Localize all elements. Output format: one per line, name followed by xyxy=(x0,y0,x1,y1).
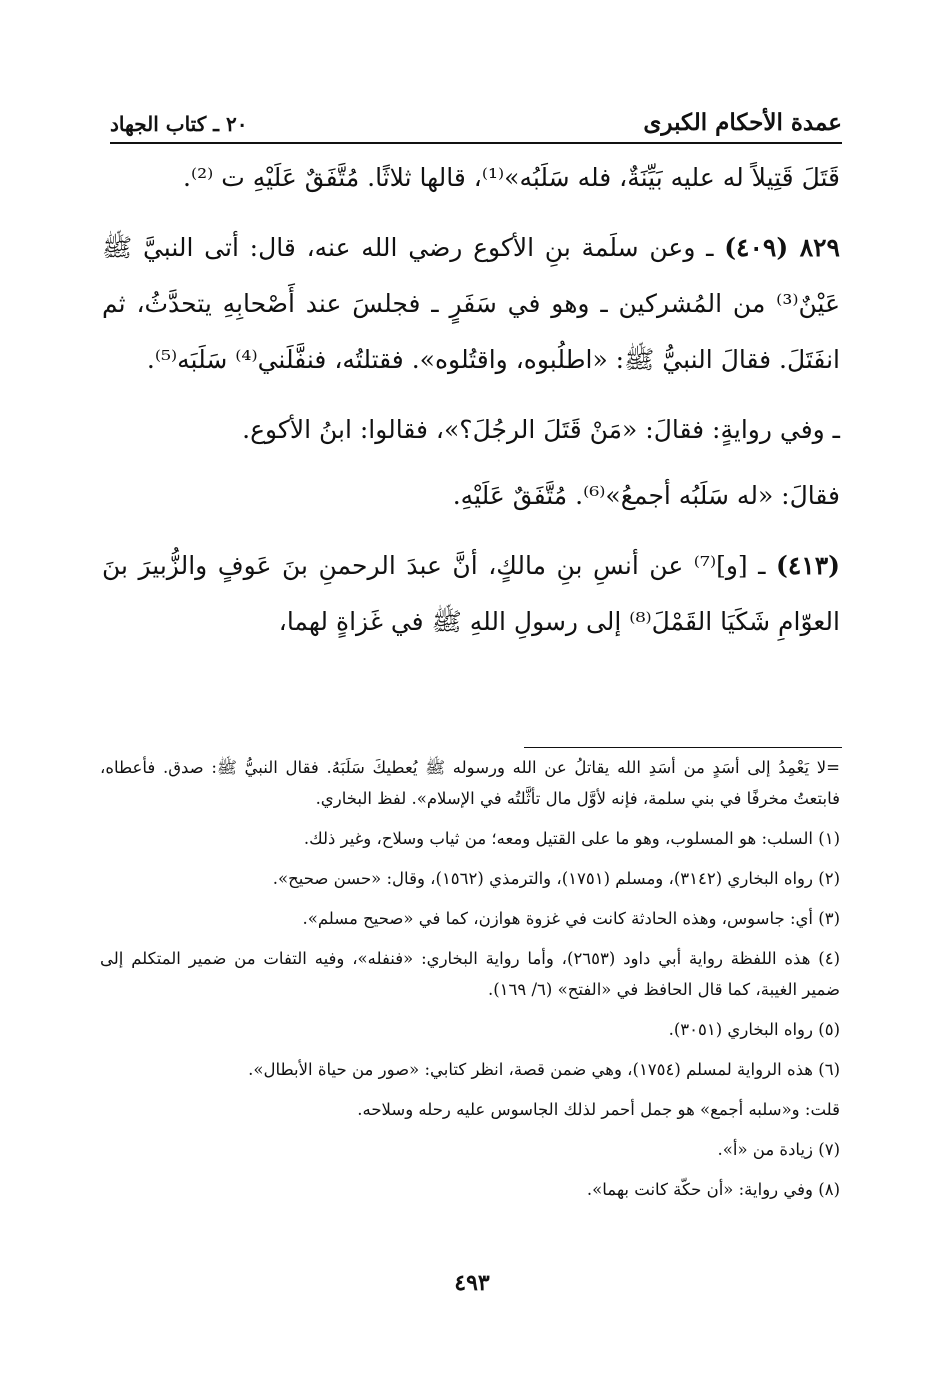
book-title: عمدة الأحكام الكبرى xyxy=(643,109,842,136)
footnote-8: (٨) وفي رواية: «أن حكّة كانت بهما». xyxy=(586,1180,840,1199)
footnote-3: (٣) أي: جاسوس، وهذه الحادثة كانت في غزوة هوازن، كما في «صحيح مسلم». xyxy=(302,909,840,928)
hadith-text: ـ وعن سلَمة بنِ الأكوع رضي الله عنه، قال: أتى النبيَّ ﷺ عَيْنٌ⁽³⁾ من المُشركين ـ وهو في سَفَرٍ ـ فجلسَ عند أَصْحابِهِ يتحدَّثُ، ثم انفَتَلَ. فقالَ النبيُّ ﷺ: «اطلُبوه، واقتُلوه». فقتلتُه، فنفَّلَني⁽⁴⁾ سَلَبَه⁽⁵⁾. xyxy=(102,233,840,374)
footnote-2: (٢) رواه البخاري (٣١٤٢)، ومسلم (١٧٥١)، والترمذي (١٥٦٢)، وقال: «حسن صحيح». xyxy=(272,869,840,888)
chapter-title: ٢٠ ـ كتاب الجهاد xyxy=(110,112,248,136)
footnote-separator xyxy=(524,747,842,748)
footnote-5: (٥) رواه البخاري (٣٠٥١). xyxy=(668,1020,840,1039)
main-text xyxy=(102,150,840,664)
footnote-1: (١) السلب: هو المسلوب، وهو ما على القتيل ومعه؛ من ثياب وسلاح، وغير ذلك. xyxy=(303,829,840,848)
running-header xyxy=(110,96,842,144)
footnote-6-note: قلت: و«سلبه أجمع» هو جمل أحمر لذلك الجاسوس عليه رحله وسلاحه. xyxy=(357,1100,840,1119)
footnotes xyxy=(100,752,840,1214)
hadith-text: ـ [و]⁽⁷⁾ عن أنسِ بنِ مالكٍ، أنَّ عبدَ الرحمنِ بنَ عَوفٍ والزُّبيرَ بنَ العوّامِ شَكَيَا القَمْلَ⁽⁸⁾ إلى رسولِ اللهِ ﷺ في غَزاةٍ لهما، xyxy=(102,551,840,636)
hadith-number: ٨٢٩ (٤٠٩) xyxy=(724,233,840,262)
footnote-continuation: =لا يَعْمِدُ إلى أسَدٍ من أسَدِ الله يقاتلُ عن الله ورسوله ﷺ يُعطيكَ سَلَبَهُ. فقال النبيُّ ﷺ: صدق. فأعطاه، فابتعتُ مخرفًا في بني سلمة، فإنه لأوَّل مال تأثَّلتُه في الإسلام». لفظ البخاري. xyxy=(100,758,840,808)
hadith-number: (٤١٣) xyxy=(776,551,840,580)
paragraph-continuation: قَتَلَ قَتِيلاً له عليه بَيِّنَةٌ، فله سَلَبُه»⁽¹⁾، قالها ثلاثًا. مُتَّفَقٌ عَلَيْهِ ت ⁽²⁾. xyxy=(183,163,840,192)
footnote-6: (٦) هذه الرواية لمسلم (١٧٥٤)، وهي ضمن قصة، انظر كتابي: «صور من حياة الأبطال». xyxy=(248,1060,840,1079)
riwaya-line-1: ـ وفي روايةٍ: فقالَ: «مَنْ قَتَلَ الرجُلَ؟»، فقالوا: ابنُ الأكوع. xyxy=(242,415,840,444)
footnote-4: (٤) هذه اللفظة رواية أبي داود (٢٦٥٣)، وأما رواية البخاري: «فنفله»، وفيه التفات من ضمير المتكلم إلى ضمير الغيبة، كما قال الحافظ في «الفتح» (٦/ ١٦٩). xyxy=(100,949,840,999)
hadith-829 xyxy=(102,220,840,388)
hadith-413 xyxy=(102,538,840,650)
riwaya-line-2: فقالَ: «له سَلَبُه أجمعُ»⁽⁶⁾. مُتَّفَقٌ عَلَيْهِ. xyxy=(452,481,840,510)
page-number: ٤٩٣ xyxy=(454,1270,490,1296)
footnote-7: (٧) زيادة من «أ». xyxy=(717,1140,840,1159)
